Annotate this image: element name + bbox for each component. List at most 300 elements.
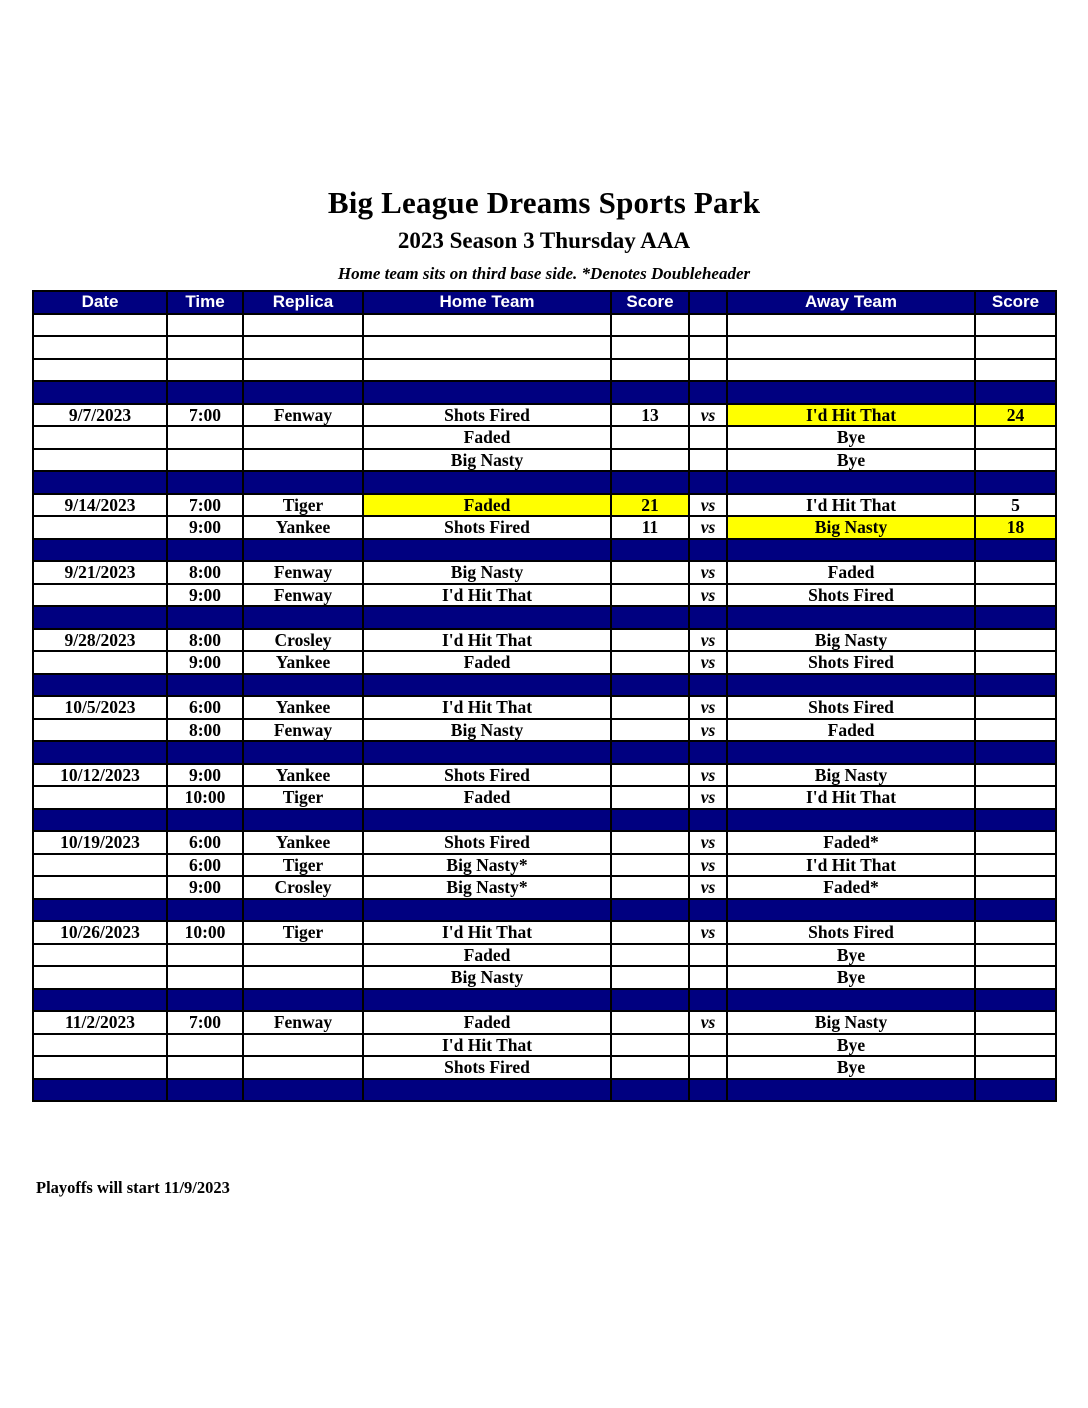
blank-cell xyxy=(727,359,975,382)
schedule-table xyxy=(32,290,1057,1102)
blank-row xyxy=(33,359,1056,382)
blank-row xyxy=(33,314,1056,337)
separator-cell xyxy=(363,471,611,494)
away-score-cell xyxy=(975,426,1056,449)
separator-cell xyxy=(33,606,167,629)
game-row xyxy=(33,1034,1056,1057)
vs-cell xyxy=(689,426,727,449)
away-score-cell xyxy=(975,449,1056,472)
blank-cell xyxy=(167,359,243,382)
separator-cell xyxy=(611,809,689,832)
away-team-cell: Bye xyxy=(727,426,975,449)
home-team-cell: Big Nasty xyxy=(363,561,611,584)
replica-cell: Yankee xyxy=(243,764,363,787)
vs-cell: vs xyxy=(689,719,727,742)
date-cell: 10/12/2023 xyxy=(33,764,167,787)
separator-cell xyxy=(243,381,363,404)
home-score-cell xyxy=(611,629,689,652)
separator-cell xyxy=(689,606,727,629)
replica-cell: Tiger xyxy=(243,854,363,877)
replica-cell: Fenway xyxy=(243,584,363,607)
separator-cell xyxy=(975,899,1056,922)
away-team-cell: Faded* xyxy=(727,831,975,854)
separator-cell xyxy=(727,989,975,1012)
game-row xyxy=(33,921,1056,944)
date-cell xyxy=(33,426,167,449)
page-title: Big League Dreams Sports Park xyxy=(327,185,761,220)
separator-cell xyxy=(727,899,975,922)
home-team-cell: Big Nasty* xyxy=(363,854,611,877)
away-score-cell xyxy=(975,921,1056,944)
replica-cell: Tiger xyxy=(243,921,363,944)
away-team-cell: Bye xyxy=(727,944,975,967)
vs-cell: vs xyxy=(689,561,727,584)
away-team-cell: Big Nasty xyxy=(727,516,975,539)
time-cell: 8:00 xyxy=(167,719,243,742)
separator-cell xyxy=(167,381,243,404)
game-row xyxy=(33,719,1056,742)
home-score-cell xyxy=(611,651,689,674)
blank-cell xyxy=(611,359,689,382)
away-score-cell: 24 xyxy=(975,404,1056,427)
date-cell xyxy=(33,786,167,809)
date-cell xyxy=(33,1034,167,1057)
away-score-cell xyxy=(975,719,1056,742)
header-row xyxy=(33,291,1056,314)
replica-cell xyxy=(243,966,363,989)
separator-cell xyxy=(975,471,1056,494)
separator-cell xyxy=(243,1079,363,1102)
separator-cell xyxy=(975,674,1056,697)
page-subtitle: 2023 Season 3 Thursday AAA xyxy=(397,228,691,253)
home-team-cell: I'd Hit That xyxy=(363,921,611,944)
home-team-cell: Faded xyxy=(363,944,611,967)
separator-row xyxy=(33,741,1056,764)
away-score-cell xyxy=(975,876,1056,899)
time-cell xyxy=(167,449,243,472)
separator-row xyxy=(33,809,1056,832)
separator-cell xyxy=(33,471,167,494)
home-score-cell xyxy=(611,831,689,854)
blank-cell xyxy=(243,314,363,337)
separator-cell xyxy=(363,674,611,697)
home-team-cell: I'd Hit That xyxy=(363,629,611,652)
separator-cell xyxy=(33,674,167,697)
time-cell xyxy=(167,966,243,989)
replica-cell: Yankee xyxy=(243,516,363,539)
separator-cell xyxy=(167,606,243,629)
home-team-cell: Shots Fired xyxy=(363,764,611,787)
separator-cell xyxy=(33,809,167,832)
game-row xyxy=(33,629,1056,652)
time-cell: 7:00 xyxy=(167,404,243,427)
separator-row xyxy=(33,471,1056,494)
home-team-cell: Faded xyxy=(363,651,611,674)
separator-cell xyxy=(975,989,1056,1012)
separator-cell xyxy=(363,539,611,562)
separator-cell xyxy=(243,471,363,494)
separator-cell xyxy=(33,741,167,764)
blank-cell xyxy=(363,314,611,337)
separator-cell xyxy=(975,809,1056,832)
replica-cell: Fenway xyxy=(243,719,363,742)
away-team-cell: Big Nasty xyxy=(727,764,975,787)
home-score-cell xyxy=(611,1056,689,1079)
vs-cell: vs xyxy=(689,651,727,674)
date-cell xyxy=(33,584,167,607)
away-score-cell xyxy=(975,764,1056,787)
col-header-away-team: Away Team xyxy=(727,291,975,314)
time-cell: 7:00 xyxy=(167,1011,243,1034)
away-score-cell xyxy=(975,696,1056,719)
away-score-cell xyxy=(975,584,1056,607)
home-team-cell: Faded xyxy=(363,786,611,809)
separator-cell xyxy=(167,1079,243,1102)
away-team-cell: Big Nasty xyxy=(727,629,975,652)
separator-cell xyxy=(727,471,975,494)
separator-cell xyxy=(727,1079,975,1102)
home-team-cell: Faded xyxy=(363,494,611,517)
vs-cell xyxy=(689,1034,727,1057)
home-score-cell xyxy=(611,719,689,742)
col-header-home-score: Score xyxy=(611,291,689,314)
replica-cell xyxy=(243,1056,363,1079)
home-team-cell: I'd Hit That xyxy=(363,1034,611,1057)
time-cell xyxy=(167,1056,243,1079)
separator-cell xyxy=(167,471,243,494)
separator-cell xyxy=(611,989,689,1012)
time-cell: 9:00 xyxy=(167,876,243,899)
game-row xyxy=(33,764,1056,787)
replica-cell: Fenway xyxy=(243,404,363,427)
replica-cell: Fenway xyxy=(243,561,363,584)
blank-cell xyxy=(611,336,689,359)
separator-cell xyxy=(689,1079,727,1102)
date-cell: 10/19/2023 xyxy=(33,831,167,854)
separator-cell xyxy=(363,899,611,922)
separator-cell xyxy=(689,809,727,832)
home-team-cell: Big Nasty xyxy=(363,719,611,742)
home-score-cell xyxy=(611,786,689,809)
separator-row xyxy=(33,539,1056,562)
home-team-cell: Shots Fired xyxy=(363,1056,611,1079)
time-cell: 6:00 xyxy=(167,854,243,877)
blank-cell xyxy=(727,314,975,337)
col-header-date: Date xyxy=(33,291,167,314)
game-row xyxy=(33,651,1056,674)
date-cell: 9/7/2023 xyxy=(33,404,167,427)
vs-cell: vs xyxy=(689,854,727,877)
game-row xyxy=(33,854,1056,877)
separator-cell xyxy=(611,381,689,404)
away-score-cell xyxy=(975,561,1056,584)
blank-cell xyxy=(689,314,727,337)
blank-cell xyxy=(167,336,243,359)
separator-cell xyxy=(689,471,727,494)
home-score-cell xyxy=(611,966,689,989)
separator-cell xyxy=(975,606,1056,629)
blank-cell xyxy=(33,314,167,337)
vs-cell: vs xyxy=(689,764,727,787)
playoffs-note: Playoffs will start 11/9/2023 xyxy=(36,1178,230,1197)
home-team-cell: I'd Hit That xyxy=(363,696,611,719)
separator-cell xyxy=(243,606,363,629)
date-cell xyxy=(33,516,167,539)
date-cell xyxy=(33,854,167,877)
separator-cell xyxy=(611,674,689,697)
separator-cell xyxy=(689,989,727,1012)
vs-cell xyxy=(689,944,727,967)
away-team-cell: I'd Hit That xyxy=(727,786,975,809)
away-team-cell: Shots Fired xyxy=(727,584,975,607)
date-cell: 9/21/2023 xyxy=(33,561,167,584)
separator-cell xyxy=(975,1079,1056,1102)
date-cell xyxy=(33,719,167,742)
vs-cell xyxy=(689,449,727,472)
separator-cell xyxy=(167,674,243,697)
separator-cell xyxy=(33,989,167,1012)
time-cell: 10:00 xyxy=(167,786,243,809)
away-team-cell: Faded xyxy=(727,719,975,742)
away-score-cell xyxy=(975,1034,1056,1057)
separator-cell xyxy=(167,539,243,562)
separator-row xyxy=(33,1079,1056,1102)
replica-cell: Crosley xyxy=(243,876,363,899)
home-team-cell: Shots Fired xyxy=(363,516,611,539)
separator-cell xyxy=(167,741,243,764)
game-row xyxy=(33,786,1056,809)
date-cell: 11/2/2023 xyxy=(33,1011,167,1034)
game-row xyxy=(33,561,1056,584)
separator-cell xyxy=(727,606,975,629)
date-cell: 9/14/2023 xyxy=(33,494,167,517)
separator-cell xyxy=(33,1079,167,1102)
blank-cell xyxy=(33,336,167,359)
home-score-cell xyxy=(611,876,689,899)
time-cell: 7:00 xyxy=(167,494,243,517)
home-team-cell: Shots Fired xyxy=(363,404,611,427)
vs-cell xyxy=(689,1056,727,1079)
separator-cell xyxy=(363,989,611,1012)
separator-row xyxy=(33,674,1056,697)
time-cell: 9:00 xyxy=(167,584,243,607)
away-team-cell: Shots Fired xyxy=(727,651,975,674)
home-score-cell: 13 xyxy=(611,404,689,427)
away-team-cell: Shots Fired xyxy=(727,696,975,719)
date-cell xyxy=(33,1056,167,1079)
blank-cell xyxy=(243,359,363,382)
col-header-away-score: Score xyxy=(975,291,1056,314)
replica-cell: Yankee xyxy=(243,831,363,854)
home-score-cell xyxy=(611,426,689,449)
home-team-cell: Shots Fired xyxy=(363,831,611,854)
away-score-cell xyxy=(975,1011,1056,1034)
away-score-cell xyxy=(975,786,1056,809)
col-header-home-team: Home Team xyxy=(363,291,611,314)
game-row xyxy=(33,516,1056,539)
away-score-cell xyxy=(975,1056,1056,1079)
separator-cell xyxy=(611,899,689,922)
col-header-replica: Replica xyxy=(243,291,363,314)
away-team-cell: Bye xyxy=(727,1034,975,1057)
time-cell xyxy=(167,1034,243,1057)
replica-cell xyxy=(243,449,363,472)
separator-cell xyxy=(243,809,363,832)
separator-cell xyxy=(611,539,689,562)
away-team-cell: Big Nasty xyxy=(727,1011,975,1034)
separator-row xyxy=(33,989,1056,1012)
game-row xyxy=(33,1056,1056,1079)
separator-cell xyxy=(727,809,975,832)
col-header-time: Time xyxy=(167,291,243,314)
separator-cell xyxy=(363,1079,611,1102)
away-team-cell: I'd Hit That xyxy=(727,404,975,427)
separator-cell xyxy=(689,899,727,922)
home-team-cell: Big Nasty xyxy=(363,966,611,989)
home-team-cell: Big Nasty* xyxy=(363,876,611,899)
away-team-cell: Bye xyxy=(727,1056,975,1079)
game-row xyxy=(33,944,1056,967)
away-team-cell: Bye xyxy=(727,449,975,472)
vs-cell: vs xyxy=(689,831,727,854)
blank-cell xyxy=(689,359,727,382)
home-score-cell xyxy=(611,1011,689,1034)
game-row xyxy=(33,1011,1056,1034)
separator-cell xyxy=(363,381,611,404)
blank-cell xyxy=(975,359,1056,382)
away-score-cell xyxy=(975,854,1056,877)
time-cell xyxy=(167,944,243,967)
game-row xyxy=(33,426,1056,449)
away-score-cell xyxy=(975,966,1056,989)
vs-cell: vs xyxy=(689,584,727,607)
home-team-cell: I'd Hit That xyxy=(363,584,611,607)
time-cell: 6:00 xyxy=(167,831,243,854)
separator-cell xyxy=(167,989,243,1012)
separator-cell xyxy=(727,674,975,697)
time-cell: 9:00 xyxy=(167,651,243,674)
date-cell xyxy=(33,449,167,472)
blank-cell xyxy=(243,336,363,359)
col-header-vs xyxy=(689,291,727,314)
replica-cell xyxy=(243,1034,363,1057)
schedule-note: Home team sits on third base side. *Denotes Doubleheader xyxy=(337,264,751,283)
home-team-cell: Faded xyxy=(363,1011,611,1034)
replica-cell: Yankee xyxy=(243,696,363,719)
time-cell xyxy=(167,426,243,449)
vs-cell: vs xyxy=(689,786,727,809)
away-team-cell: Faded* xyxy=(727,876,975,899)
home-score-cell xyxy=(611,449,689,472)
game-row xyxy=(33,966,1056,989)
home-team-cell: Faded xyxy=(363,426,611,449)
separator-cell xyxy=(243,899,363,922)
time-cell: 10:00 xyxy=(167,921,243,944)
separator-cell xyxy=(689,539,727,562)
blank-cell xyxy=(975,336,1056,359)
vs-cell: vs xyxy=(689,921,727,944)
blank-cell xyxy=(611,314,689,337)
separator-cell xyxy=(243,989,363,1012)
away-score-cell xyxy=(975,944,1056,967)
date-cell xyxy=(33,966,167,989)
separator-cell xyxy=(167,899,243,922)
separator-cell xyxy=(727,741,975,764)
home-score-cell xyxy=(611,1034,689,1057)
separator-cell xyxy=(975,381,1056,404)
vs-cell: vs xyxy=(689,516,727,539)
game-row xyxy=(33,831,1056,854)
date-cell xyxy=(33,651,167,674)
separator-cell xyxy=(243,741,363,764)
away-score-cell: 5 xyxy=(975,494,1056,517)
blank-cell xyxy=(689,336,727,359)
date-cell: 10/5/2023 xyxy=(33,696,167,719)
replica-cell: Yankee xyxy=(243,651,363,674)
blank-row xyxy=(33,336,1056,359)
separator-cell xyxy=(611,471,689,494)
away-team-cell: I'd Hit That xyxy=(727,854,975,877)
away-score-cell xyxy=(975,629,1056,652)
replica-cell xyxy=(243,426,363,449)
replica-cell: Fenway xyxy=(243,1011,363,1034)
game-row xyxy=(33,876,1056,899)
home-team-cell: Big Nasty xyxy=(363,449,611,472)
separator-cell xyxy=(975,741,1056,764)
separator-cell xyxy=(975,539,1056,562)
vs-cell: vs xyxy=(689,404,727,427)
separator-cell xyxy=(611,741,689,764)
vs-cell: vs xyxy=(689,1011,727,1034)
replica-cell: Tiger xyxy=(243,786,363,809)
separator-cell xyxy=(689,741,727,764)
home-score-cell xyxy=(611,584,689,607)
home-score-cell xyxy=(611,944,689,967)
separator-cell xyxy=(689,674,727,697)
away-score-cell xyxy=(975,831,1056,854)
separator-cell xyxy=(611,606,689,629)
game-row xyxy=(33,404,1056,427)
date-cell: 9/28/2023 xyxy=(33,629,167,652)
date-cell: 10/26/2023 xyxy=(33,921,167,944)
blank-cell xyxy=(727,336,975,359)
separator-cell xyxy=(689,381,727,404)
game-row xyxy=(33,696,1056,719)
replica-cell: Crosley xyxy=(243,629,363,652)
game-row xyxy=(33,494,1056,517)
time-cell: 8:00 xyxy=(167,629,243,652)
blank-cell xyxy=(363,336,611,359)
separator-cell xyxy=(243,539,363,562)
separator-cell xyxy=(727,539,975,562)
replica-cell xyxy=(243,944,363,967)
separator-cell xyxy=(33,381,167,404)
time-cell: 8:00 xyxy=(167,561,243,584)
time-cell: 9:00 xyxy=(167,516,243,539)
vs-cell: vs xyxy=(689,696,727,719)
home-score-cell xyxy=(611,561,689,584)
blank-cell xyxy=(975,314,1056,337)
game-row xyxy=(33,584,1056,607)
separator-cell xyxy=(167,809,243,832)
separator-cell xyxy=(363,741,611,764)
blank-cell xyxy=(167,314,243,337)
away-team-cell: Bye xyxy=(727,966,975,989)
home-score-cell: 21 xyxy=(611,494,689,517)
home-score-cell xyxy=(611,921,689,944)
separator-cell xyxy=(611,1079,689,1102)
home-score-cell xyxy=(611,696,689,719)
